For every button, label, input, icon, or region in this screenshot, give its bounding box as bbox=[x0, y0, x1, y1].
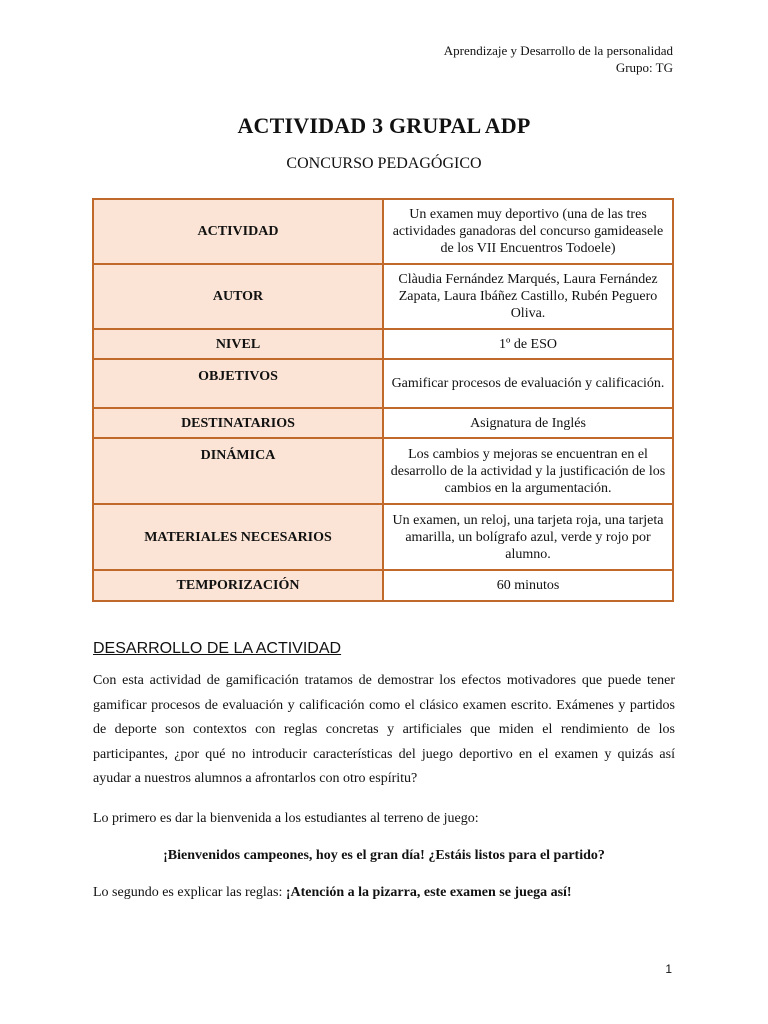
document-title: ACTIVIDAD 3 GRUPAL ADP bbox=[237, 113, 531, 138]
table-row bbox=[93, 438, 673, 504]
row-value-destinatarios: Asignatura de Inglés bbox=[383, 408, 673, 438]
page-header bbox=[444, 42, 673, 76]
row-value-temporizacion: 60 minutos bbox=[383, 570, 673, 601]
section-heading: DESARROLLO DE LA ACTIVIDAD bbox=[93, 640, 342, 657]
table-row bbox=[93, 264, 673, 329]
row-label-objetivos: OBJETIVOS bbox=[93, 359, 383, 408]
row-value-materiales: Un examen, un reloj, una tarjeta roja, una tarjeta amarilla, un bolígrafo azul, verde y rojo por alumno. bbox=[383, 504, 673, 570]
table-row bbox=[93, 329, 673, 359]
page-number: 1 bbox=[665, 962, 672, 976]
row-value-autor: Clàudia Fernández Marqués, Laura Fernández Zapata, Laura Ibáñez Castillo, Rubén Peguero Oliva. bbox=[383, 264, 673, 329]
table-row bbox=[93, 504, 673, 570]
document-subtitle: CONCURSO PEDAGÓGICO bbox=[286, 155, 482, 172]
row-value-nivel: 1º de ESO bbox=[383, 329, 673, 359]
header-course: Aprendizaje y Desarrollo de la personalidad bbox=[443, 43, 673, 58]
rules-prefix: Lo segundo es explicar las reglas: bbox=[93, 885, 286, 900]
row-label-actividad: ACTIVIDAD bbox=[93, 199, 383, 264]
row-value-dinamica: Los cambios y mejoras se encuentran en el desarrollo de la actividad y la justificación de los cambios en la argumentación. bbox=[383, 438, 673, 504]
row-label-dinamica: DINÁMICA bbox=[93, 438, 383, 504]
body-paragraph-rules bbox=[93, 881, 675, 906]
welcome-quote: ¡Bienvenidos campeones, hoy es el gran día! ¿Estáis listos para el partido? bbox=[163, 848, 605, 863]
body-paragraph-welcome-intro: Lo primero es dar la bienvenida a los estudiantes al terreno de juego: bbox=[93, 811, 479, 826]
table-row bbox=[93, 199, 673, 264]
row-value-actividad: Un examen muy deportivo (una de las tres actividades ganadoras del concurso gamideasele de los VII Encuentros Todoele) bbox=[383, 199, 673, 264]
row-label-nivel: NIVEL bbox=[93, 329, 383, 359]
header-group: Grupo: TG bbox=[615, 60, 673, 75]
row-label-destinatarios: DESTINATARIOS bbox=[93, 408, 383, 438]
table-row bbox=[93, 359, 673, 408]
row-value-objetivos: Gamificar procesos de evaluación y calificación. bbox=[383, 359, 673, 408]
row-label-autor: AUTOR bbox=[93, 264, 383, 329]
table-row bbox=[93, 570, 673, 601]
row-label-materiales: MATERIALES NECESARIOS bbox=[93, 504, 383, 570]
row-label-temporizacion: TEMPORIZACIÓN bbox=[93, 570, 383, 601]
activity-info-table bbox=[92, 198, 674, 602]
table-row bbox=[93, 408, 673, 438]
rules-callout: ¡Atención a la pizarra, este examen se juega así! bbox=[285, 885, 572, 900]
body-paragraph-intro: Con esta actividad de gamificación tratamos de demostrar los efectos motivadores que puede tener gamificar procesos de evaluación y calificación como el clásico examen escrito. Exámenes y partidos de deporte son contextos con reglas concretas y artificiales que miden el rendimiento de los participantes, ¿por qué no introducir características del juego deportivo en el examen y quizás así ayudar a nuestros alumnos a afrontarlos con otro espíritu? bbox=[93, 673, 675, 786]
